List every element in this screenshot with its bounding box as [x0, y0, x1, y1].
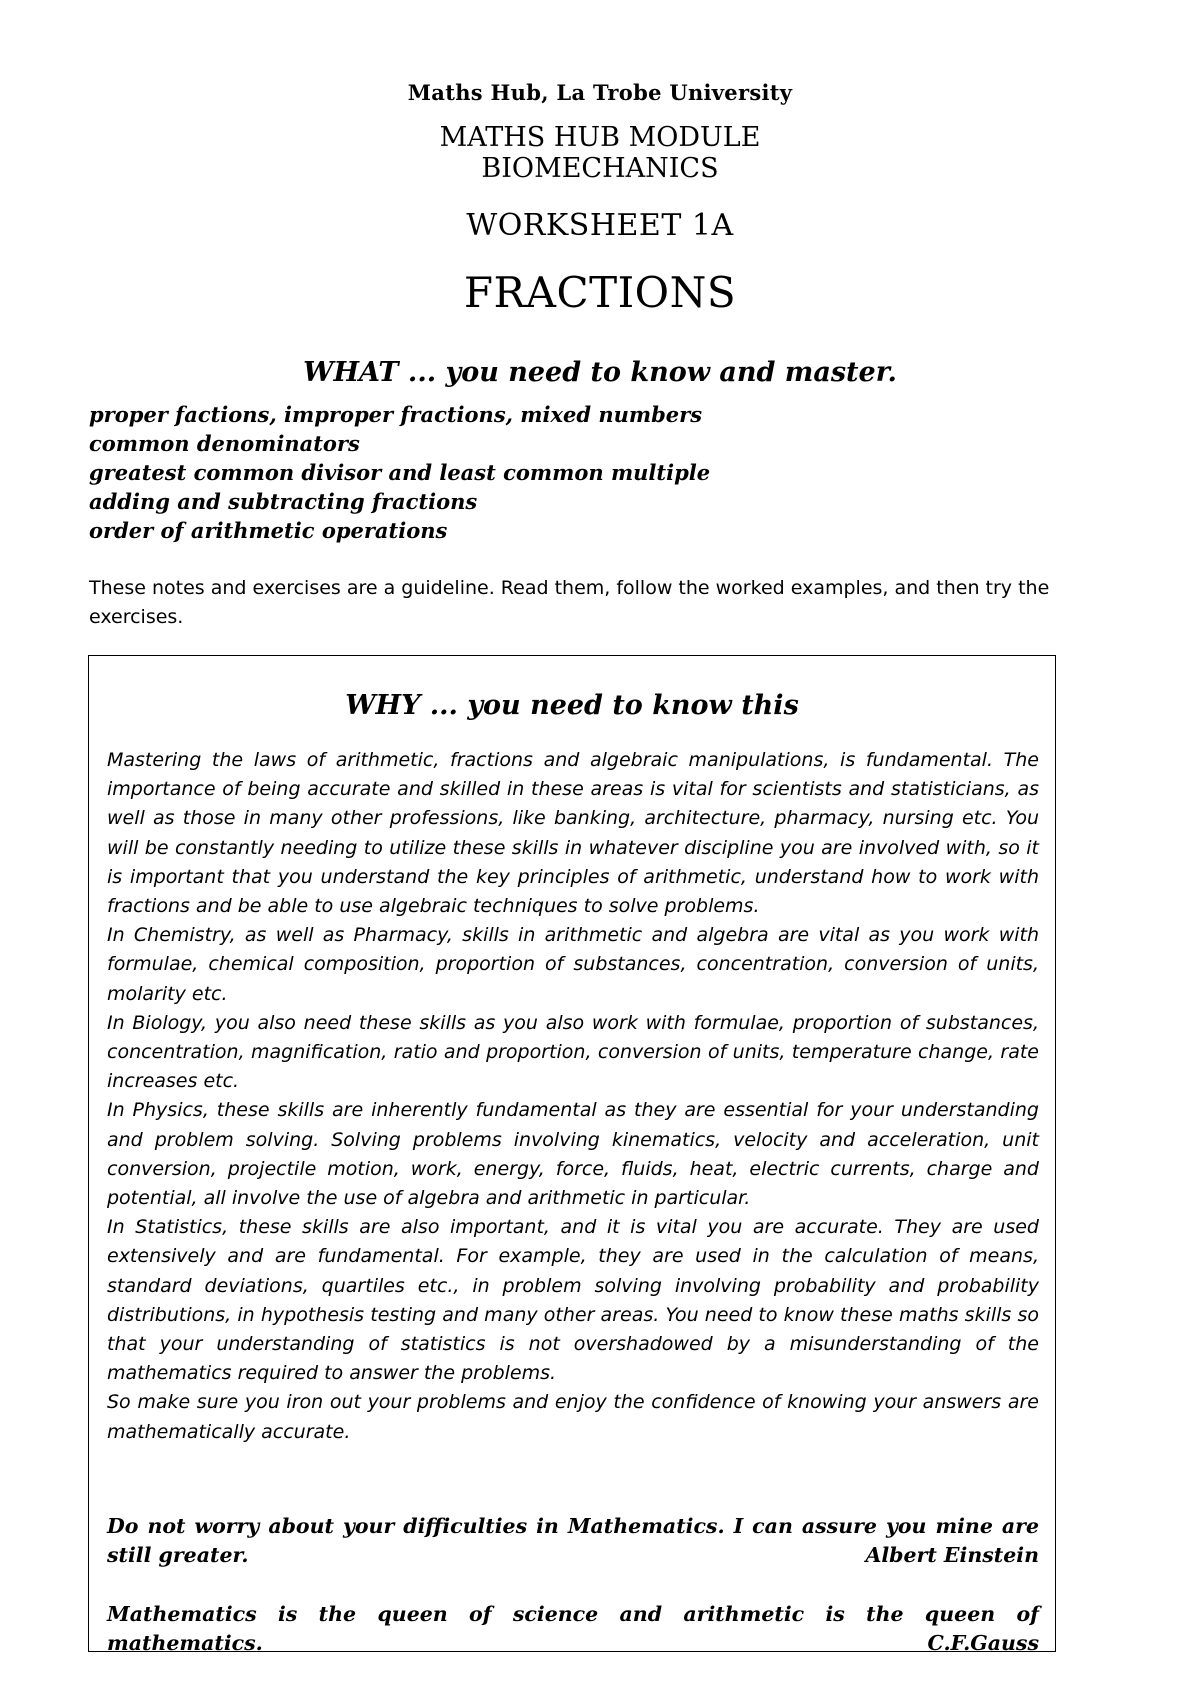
why-paragraph: In Biology, you also need these skills as you also work with formulae, proportion of substances, concentration, magnification, ratio and proportion, conversion of units, temperature change, rate increases etc.	[107, 1011, 1039, 1093]
quote-text: Mathematics is the queen of science and arithmetic is the queen of mathematics.	[107, 1602, 1039, 1655]
list-item: adding and subtracting fractions	[89, 489, 478, 514]
list-item: order of arithmetic operations	[89, 518, 448, 543]
module-title-line2: BIOMECHANICS	[481, 153, 719, 184]
why-body	[107, 746, 1039, 1447]
what-heading: WHAT ... you need to know and master.	[303, 357, 897, 388]
worksheet-number: WORKSHEET 1A	[466, 208, 734, 243]
quote-author: Albert Einstein	[865, 1543, 1039, 1567]
list-item: common denominators	[89, 431, 360, 456]
quote-text: Do not worry about your difficulties in Mathematics. I can assure you mine are still greater.	[107, 1514, 1039, 1567]
intro-paragraph: These notes and exercises are a guideline. Read them, follow the worked examples, and then try the exercises.	[89, 577, 1050, 628]
module-title-line1: MATHS HUB MODULE	[439, 122, 761, 153]
gauss-quote	[107, 1600, 1039, 1658]
module-title	[0, 122, 1200, 184]
institution-line: Maths Hub, La Trobe University	[407, 80, 793, 105]
list-item: greatest common divisor and least common multiple	[89, 460, 711, 485]
why-paragraph: Mastering the laws of arithmetic, fractions and algebraic manipulations, is fundamental. The importance of being accurate and skilled in these areas is vital for scientists and statisticians, as well as those in many other professions, like banking, architecture, pharmacy, nursing etc. You will be constantly needing to utilize these skills in whatever discipline you are involved with, so it is important that you understand the key principles of arithmetic, understand how to work with fractions and be able to use algebraic techniques to solve problems.	[107, 749, 1039, 918]
topics-list	[89, 400, 1109, 545]
why-paragraph: In Statistics, these skills are also important, and it is vital you are accurate. They are used extensively and are fundamental. For example, they are used in the calculation of means, standard deviations, quartiles etc., in problem solving involving probability and probability distributions, in hypothesis testing and many other areas. You need to know these maths skills so that your understanding of statistics is not overshadowed by a misunderstanding of the mathematics required to answer the problems.	[107, 1216, 1039, 1385]
list-item: proper factions, improper fractions, mixed numbers	[89, 402, 703, 427]
why-paragraph: In Physics, these skills are inherently fundamental as they are essential for your understanding and problem solving. Solving problems involving kinematics, velocity and acceleration, unit conversion, projectile motion, work, energy, force, fluids, heat, electric currents, charge and potential, all involve the use of algebra and arithmetic in particular.	[107, 1099, 1039, 1210]
why-box	[88, 655, 1056, 1655]
quote-author: C.F.Gauss	[927, 1631, 1039, 1655]
why-paragraph: In Chemistry, as well as Pharmacy, skills in arithmetic and algebra are vital as you work with formulae, chemical composition, proportion of substances, concentration, conversion of units, molarity etc.	[107, 924, 1039, 1005]
why-paragraph: So make sure you iron out your problems and enjoy the confidence of knowing your answers are mathematically accurate.	[107, 1391, 1039, 1443]
topic-title: FRACTIONS	[463, 268, 737, 317]
why-heading: WHY ... you need to know this	[345, 690, 799, 721]
einstein-quote	[107, 1512, 1039, 1570]
